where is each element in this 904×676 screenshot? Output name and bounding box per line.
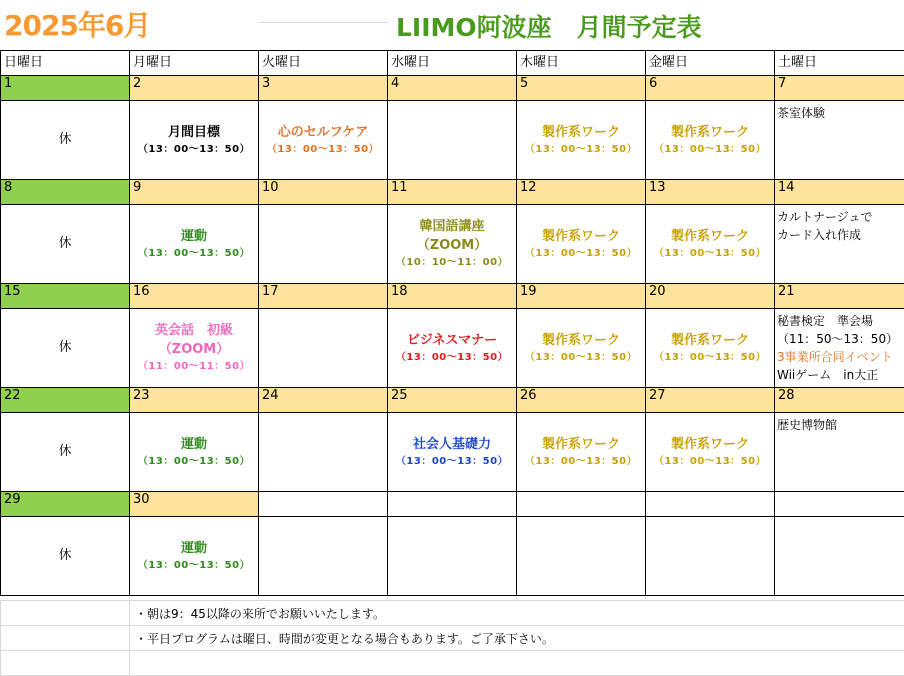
event-cell [517,309,646,388]
event-cell [775,413,904,492]
program-event [517,309,645,387]
program-event [388,205,516,283]
event-cell [388,309,517,388]
program-event [130,517,258,595]
program-time: （13：00～13：50） [137,455,251,467]
program-time: （13：00～13：50） [653,351,767,363]
event-cell [130,101,259,180]
event-cell [259,101,388,180]
event-cell [130,309,259,388]
event-cell [775,517,904,596]
event-cell [1,309,130,388]
program-name: 製作系ワーク [541,436,620,452]
weekday-header: 日曜日 [1,51,130,76]
date-cell [517,492,646,517]
program-event [646,101,774,179]
month-label: 2025年6月 [4,9,151,42]
program-time: （13：00～13：50） [395,351,509,363]
date-cell: 2 [130,76,259,101]
program-name: 製作系ワーク [541,228,620,244]
program-event [388,413,516,491]
date-cell: 30 [130,492,259,517]
holiday-label: 休 [58,132,72,147]
program-event [517,413,645,491]
event-cell [1,205,130,284]
program-name: 製作系ワーク [541,332,620,348]
notes-spacer [1,651,130,676]
date-cell: 1 [1,76,130,101]
event-cell [517,517,646,596]
program-name: 心のセルフケア [277,124,369,140]
date-row [1,76,904,101]
program-name: （ZOOM） [416,238,488,253]
calendar-title: LIIMO阿波座 月間予定表 [396,13,702,42]
saturday-event-text: カード入れ作成 [777,228,862,242]
event-cell [130,517,259,596]
program-event [646,413,774,491]
event-cell [646,101,775,180]
program-time: （13：00～13：50） [395,455,509,467]
program-name: 製作系ワーク [541,124,620,140]
date-cell [388,492,517,517]
program-name: 社会人基礎力 [412,436,491,452]
event-cell [259,309,388,388]
program-time: （13：00～13：50） [266,143,380,155]
program-name: 月間目標 [167,124,220,140]
holiday-label: 休 [58,548,72,563]
weekday-header: 水曜日 [388,51,517,76]
program-event [130,413,258,491]
date-cell: 19 [517,284,646,309]
divider [258,22,388,23]
date-cell: 13 [646,180,775,205]
program-event [517,205,645,283]
holiday-label: 休 [58,444,72,459]
saturday-event-text: 茶室体験 [777,106,826,120]
date-row [1,388,904,413]
event-cell [517,413,646,492]
weekday-header: 金曜日 [646,51,775,76]
monthly-calendar [0,50,904,596]
date-cell: 7 [775,76,904,101]
saturday-event-text: 秘書検定 準会場 [777,314,874,328]
notes-table [0,600,904,676]
program-name: 英会話 初級 [154,323,233,338]
program-name: 運動 [180,436,207,452]
program-event [388,309,516,387]
program-name: 製作系ワーク [670,332,749,348]
date-cell: 11 [388,180,517,205]
date-cell: 9 [130,180,259,205]
weekday-header: 土曜日 [775,51,904,76]
program-event [517,101,645,179]
program-event [130,101,258,179]
event-cell [775,101,904,180]
program-name: 製作系ワーク [670,228,749,244]
notes-empty [130,651,904,676]
date-cell [259,492,388,517]
date-cell [775,492,904,517]
date-row [1,492,904,517]
date-cell: 28 [775,388,904,413]
saturday-event-text: （11：50～13：50） [777,332,899,346]
event-cell [259,517,388,596]
weekday-header: 月曜日 [130,51,259,76]
event-row [1,205,904,284]
program-time: （13：00～13：50） [137,247,251,259]
date-cell: 12 [517,180,646,205]
event-cell [646,309,775,388]
program-time: （13：00～13：50） [653,455,767,467]
date-cell [646,492,775,517]
date-cell: 17 [259,284,388,309]
event-row [1,413,904,492]
date-cell: 24 [259,388,388,413]
program-event [130,309,258,387]
program-time: （13：00～13：50） [524,455,638,467]
date-cell: 14 [775,180,904,205]
event-cell [646,517,775,596]
event-cell [1,413,130,492]
program-name: 製作系ワーク [670,124,749,140]
event-cell [388,413,517,492]
date-cell: 25 [388,388,517,413]
date-cell: 20 [646,284,775,309]
program-name: 運動 [180,540,207,556]
event-cell [517,205,646,284]
event-cell [388,101,517,180]
program-name: 運動 [180,228,207,244]
event-row [1,309,904,388]
date-cell: 16 [130,284,259,309]
program-time: （13：00～13：50） [524,143,638,155]
event-cell [646,413,775,492]
event-cell [130,413,259,492]
program-time: （13：00～13：50） [137,143,251,155]
event-cell [259,413,388,492]
event-row [1,101,904,180]
saturday-event-text: 歴史博物館 [777,418,838,432]
event-cell [130,205,259,284]
event-cell [259,205,388,284]
program-time: （13：00～13：50） [137,559,251,571]
saturday-event-text: カルトナージュで [777,210,873,224]
weekday-header: 木曜日 [517,51,646,76]
saturday-event-text: 3事業所合同イベント [777,350,893,364]
note-line-2: ・平日プログラムは曜日、時間が変更となる場合もあります。ご了承下さい。 [130,626,904,651]
event-cell [646,205,775,284]
event-cell [517,101,646,180]
program-event [130,205,258,283]
holiday-label: 休 [58,340,72,355]
event-cell [388,205,517,284]
notes-spacer [1,626,130,651]
program-name: （ZOOM） [158,342,230,357]
holiday-label: 休 [58,236,72,251]
date-cell: 15 [1,284,130,309]
notes-spacer [1,601,130,626]
date-cell: 3 [259,76,388,101]
date-cell: 8 [1,180,130,205]
date-cell: 5 [517,76,646,101]
program-time: （10：10～11：00） [395,257,509,268]
saturday-event-text: Wiiゲーム in大正 [777,368,879,382]
program-name: ビジネスマナー [406,332,498,348]
event-cell [775,205,904,284]
event-cell [1,517,130,596]
note-line-1: ・朝は9：45以降の来所でお願いいたします。 [130,601,904,626]
date-cell: 6 [646,76,775,101]
event-row [1,517,904,596]
weekday-header-row [1,51,904,76]
program-event [259,101,387,179]
event-cell [775,309,904,388]
date-row [1,180,904,205]
program-time: （13：00～13：50） [524,351,638,363]
date-cell: 29 [1,492,130,517]
date-cell: 23 [130,388,259,413]
date-cell: 18 [388,284,517,309]
date-cell: 21 [775,284,904,309]
date-cell: 4 [388,76,517,101]
program-event [646,205,774,283]
date-cell: 26 [517,388,646,413]
weekday-header: 火曜日 [259,51,388,76]
date-cell: 10 [259,180,388,205]
program-name: 製作系ワーク [670,436,749,452]
program-name: 韓国語講座 [419,219,485,234]
program-time: （13：00～13：50） [524,247,638,259]
program-time: （13：00～13：50） [653,247,767,259]
date-cell: 27 [646,388,775,413]
event-cell [388,517,517,596]
program-event [646,309,774,387]
event-cell [1,101,130,180]
program-time: （13：00～13：50） [653,143,767,155]
calendar-header [0,0,904,50]
date-row [1,284,904,309]
program-time: （11：00～11：50） [137,361,251,372]
date-cell: 22 [1,388,130,413]
